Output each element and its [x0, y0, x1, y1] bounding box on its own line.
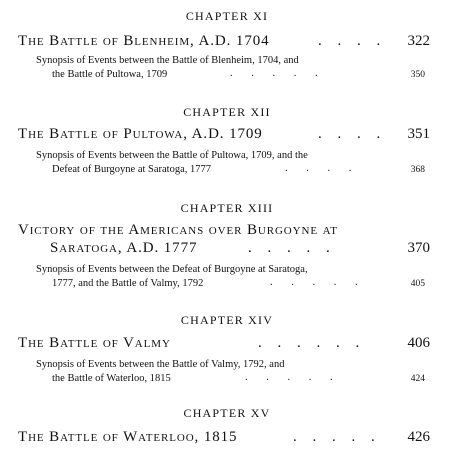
synopsis-line: the Battle of Waterloo, 1815	[52, 373, 171, 384]
page-number: 370	[407, 240, 430, 256]
page-number: 426	[407, 429, 430, 445]
synopsis-page-number: 424	[410, 374, 425, 384]
synopsis-line: Synopsis of Events between the Battle of Blenheim, 1704, and	[36, 55, 299, 66]
synopsis-line: 1777, and the Battle of Valmy, 1792	[52, 278, 204, 289]
synopsis-leader-dots: . . . . .	[230, 68, 326, 79]
chapter-title: The Battle of Waterloo, 1815	[18, 429, 238, 445]
chapter-title: The Battle of Blenheim, A.D. 1704	[18, 33, 270, 49]
synopsis-page-number: 368	[410, 165, 425, 175]
chapter-heading: CHAPTER XI	[185, 9, 269, 23]
page-number: 406	[407, 335, 430, 351]
synopsis-page-number: 350	[410, 70, 425, 80]
synopsis-leader-dots: . . . . .	[245, 372, 341, 383]
leader-dots: . . . .	[318, 33, 387, 49]
page-number: 322	[407, 33, 430, 49]
synopsis-leader-dots: . . . .	[285, 163, 360, 174]
chapter-title: The Battle of Pultowa, A.D. 1709	[18, 126, 263, 142]
leader-dots: . . . . . .	[258, 335, 366, 351]
synopsis-line: Synopsis of Events between the Battle of Valmy, 1792, and	[36, 359, 285, 370]
chapter-title-continued: Saratoga, A.D. 1777	[50, 240, 198, 256]
synopsis-line: the Battle of Pultowa, 1709	[52, 69, 168, 80]
chapter-heading: CHAPTER XV	[183, 406, 271, 420]
synopsis-leader-dots: . . . . .	[270, 277, 366, 288]
chapter-title: Victory of the Americans over Burgoyne at	[18, 222, 338, 238]
chapter-heading: CHAPTER XII	[183, 105, 271, 119]
leader-dots: . . . .	[318, 126, 387, 142]
leader-dots: . . . . .	[293, 429, 381, 445]
synopsis-line: Synopsis of Events between the Battle of Pultowa, 1709, and the	[36, 150, 308, 161]
chapter-heading: CHAPTER XIV	[180, 313, 274, 327]
synopsis-page-number: 405	[410, 279, 425, 289]
leader-dots: . . . . .	[248, 240, 336, 256]
synopsis-line: Defeat of Burgoyne at Saratoga, 1777	[52, 164, 212, 175]
chapter-title: The Battle of Valmy	[18, 335, 171, 351]
page-number: 351	[407, 126, 430, 142]
synopsis-line: Synopsis of Events between the Defeat of Burgoyne at Saratoga,	[36, 264, 308, 275]
chapter-heading: CHAPTER XIII	[180, 201, 274, 215]
